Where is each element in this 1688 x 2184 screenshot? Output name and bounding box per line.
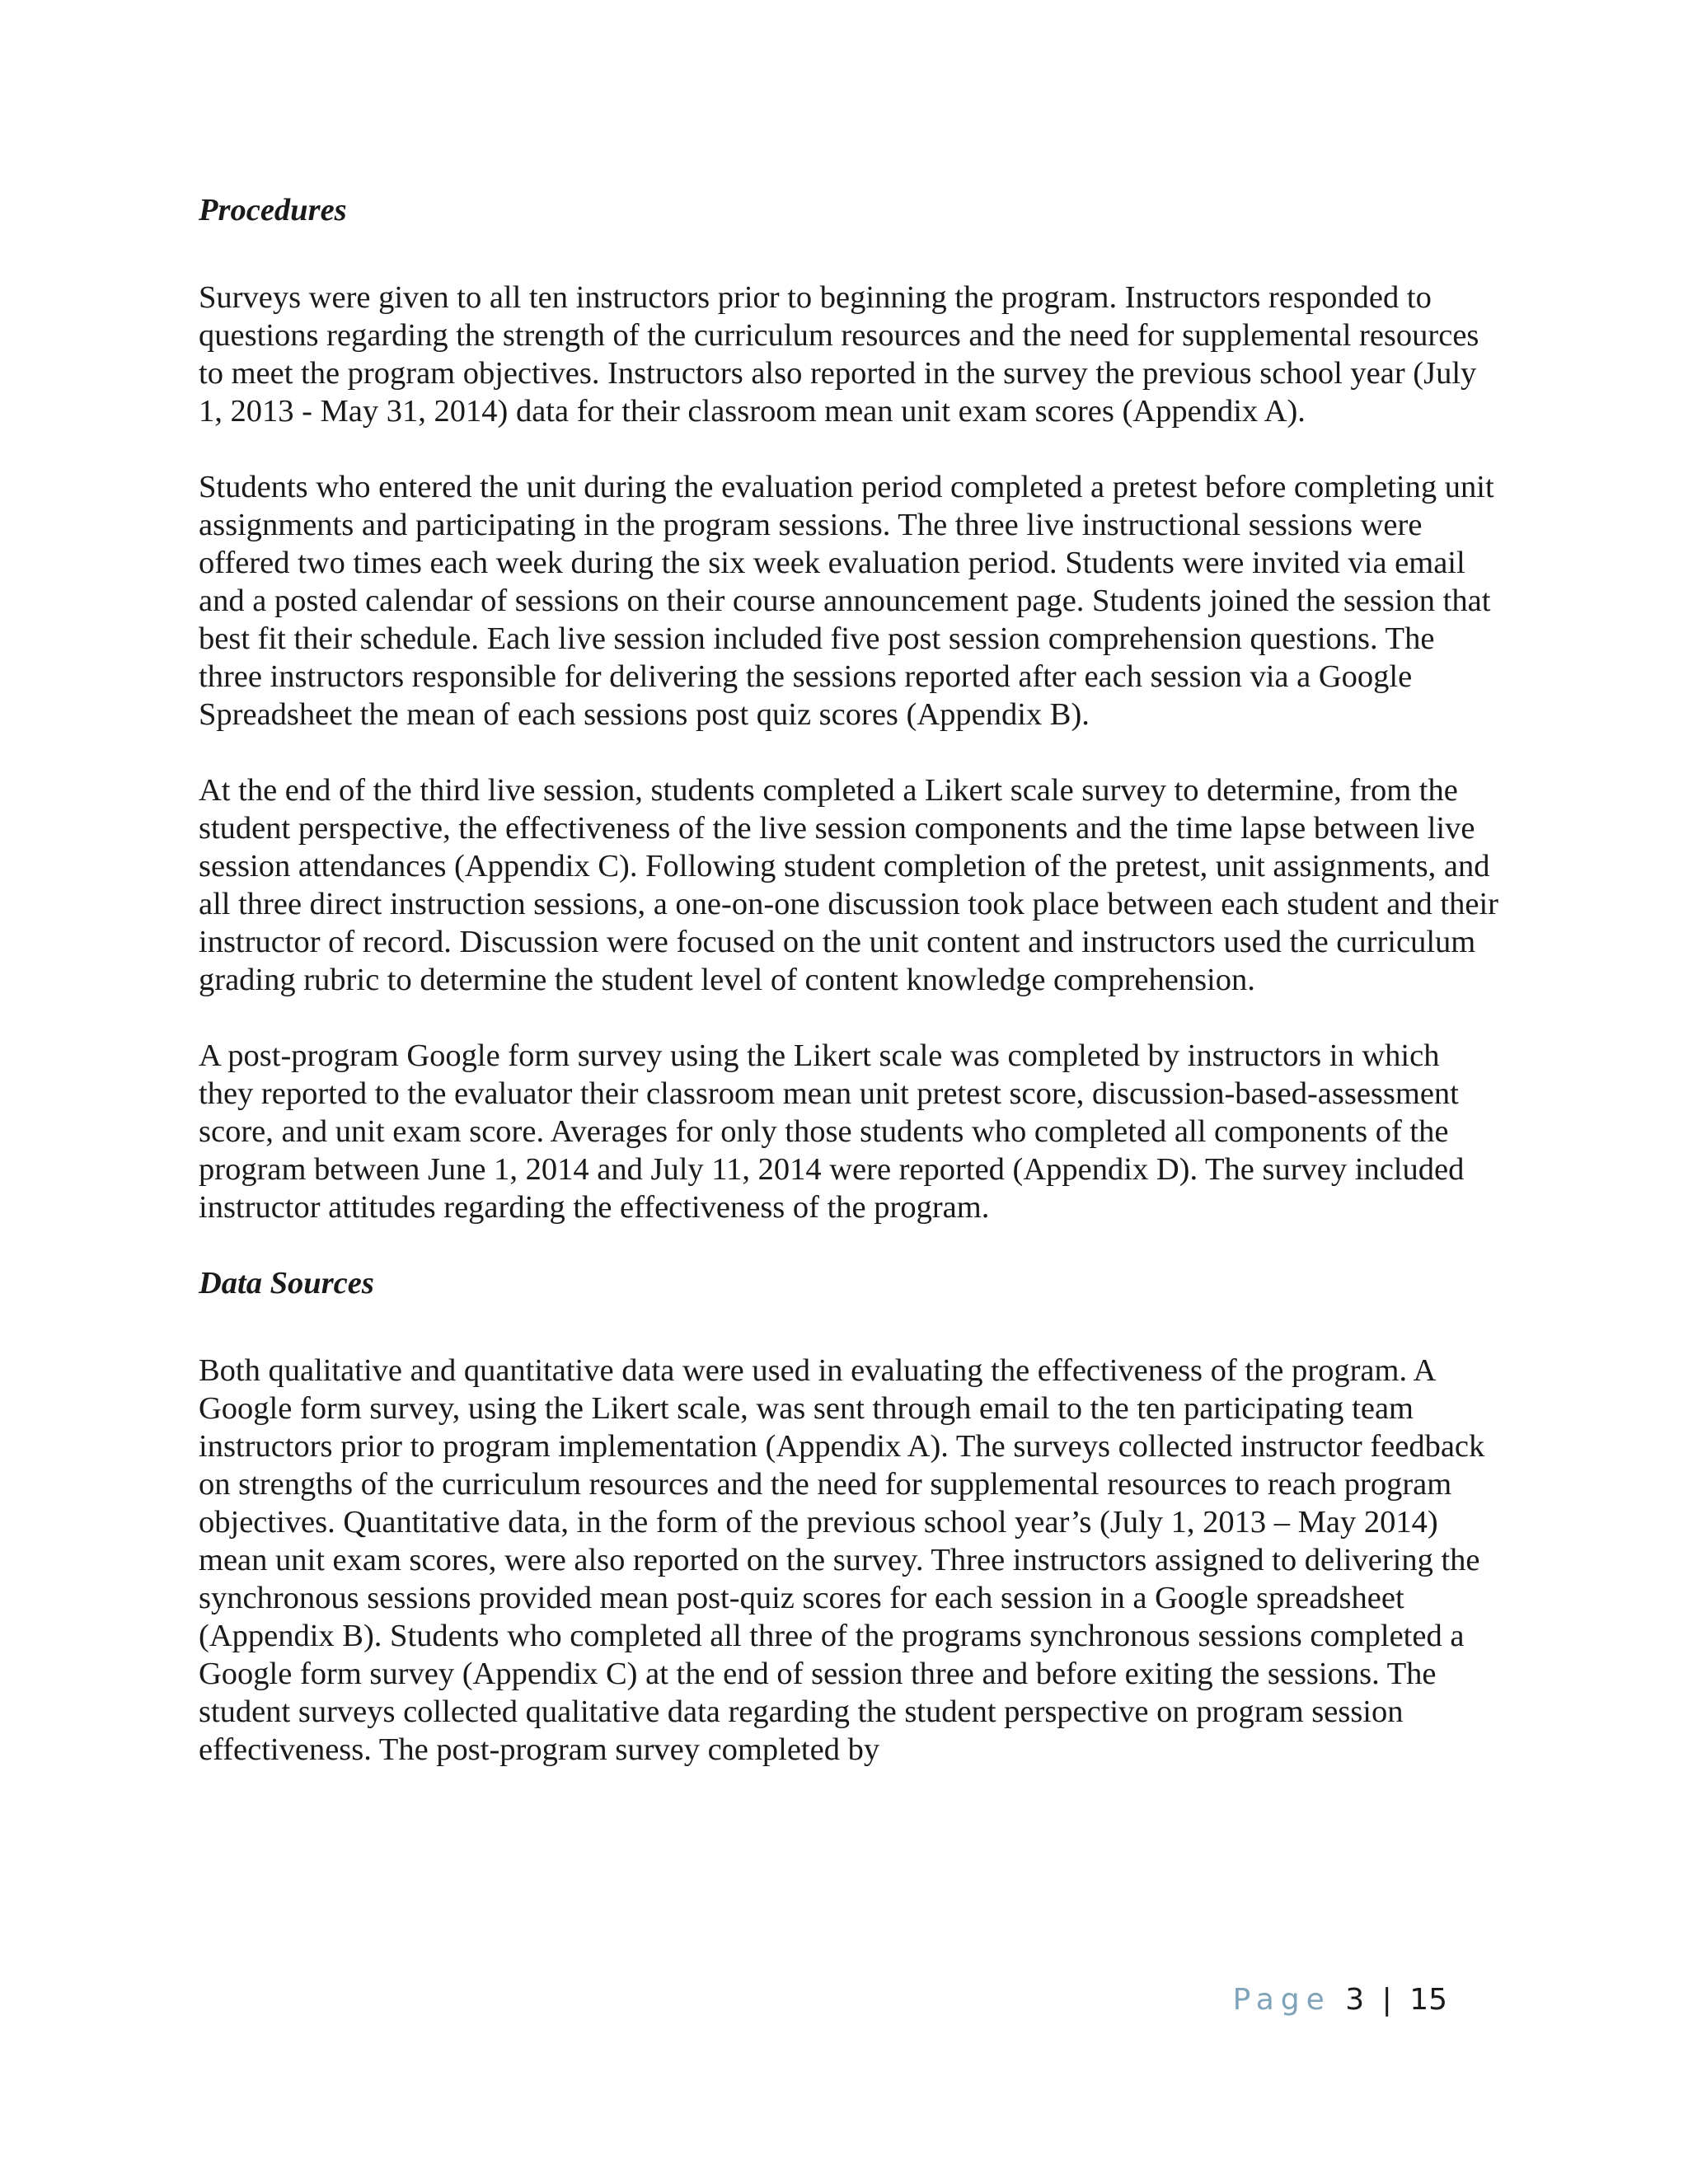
procedures-heading: Procedures	[199, 193, 347, 227]
data-sources-paragraph-1: Both qualitative and quantitative data were used in evaluating the effectiveness of the program. A Google form survey, using the Likert scale, was sent through email to the ten participating team instructors prior to program implementation (Appendix A). The surveys collected instructor feedback on strengths of the curriculum resources and the need for supplemental resources to reach program objectives. Quantitative data, in the form of the previous school year’s (July 1, 2013 – May 2014) mean unit exam scores, were also reported on the survey. Three instructors assigned to delivering the synchronous sessions provided mean post-quiz scores for each session in a Google spreadsheet (Appendix B). Students who completed all three of the programs synchronous sessions completed a Google form survey (Appendix C) at the end of session three and before exiting the sessions. The student surveys collected qualitative data regarding the student perspective on program session effectiveness. The post-program survey completed by	[199, 1353, 1485, 1767]
data-sources-heading: Data Sources	[199, 1266, 374, 1301]
procedures-paragraph-1: Surveys were given to all ten instructors prior to beginning the program. Instructors responded to questions regarding the strength of the curriculum resources and the need for supplemental resources to meet the program objectives. Instructors also reported in the survey the previous school year (July 1, 2013 - May 31, 2014) data for their classroom mean unit exam scores (Appendix A).	[199, 280, 1479, 429]
page-content	[199, 191, 1501, 1807]
footer-total-pages: 15	[1409, 1983, 1447, 2017]
data-sources-section	[199, 1264, 1501, 1769]
procedures-section	[199, 191, 1501, 1226]
procedures-paragraph-3: At the end of the third live session, students completed a Likert scale survey to determine, from the student perspective, the effectiveness of the live session components and the time lapse between live session attendances (Appendix C). Following student completion of the pretest, unit assignments, and all three direct instruction sessions, a one-on-one discussion took place between each student and their instructor of record. Discussion were focused on the unit content and instructors used the curriculum grading rubric to determine the student level of content knowledge comprehension.	[199, 773, 1498, 997]
procedures-paragraph-4: A post-program Google form survey using the Likert scale was completed by instructors in which they reported to the evaluator their classroom mean unit pretest score, discussion-based-assessment score, and unit exam score. Averages for only those students who completed all components of the program between June 1, 2014 and July 11, 2014 were reported (Appendix D). The survey included instructor attitudes regarding the effectiveness of the program.	[199, 1038, 1465, 1225]
page-footer	[1233, 1982, 1447, 2018]
footer-page-number: 3	[1345, 1983, 1365, 2017]
footer-separator: |	[1381, 1983, 1392, 2017]
procedures-paragraph-2: Students who entered the unit during the evaluation period completed a pretest before completing unit assignments and participating in the program sessions. The three live instructional sessions were offered two times each week during the six week evaluation period. Students were invited via email and a posted calendar of sessions on their course announcement page. Students joined the session that best fit their schedule. Each live session included five post session comprehension questions. The three instructors responsible for delivering the sessions reported after each session via a Google Spreadsheet the mean of each sessions post quiz scores (Appendix B).	[199, 470, 1494, 732]
footer-page-word: Page	[1232, 1983, 1331, 2017]
